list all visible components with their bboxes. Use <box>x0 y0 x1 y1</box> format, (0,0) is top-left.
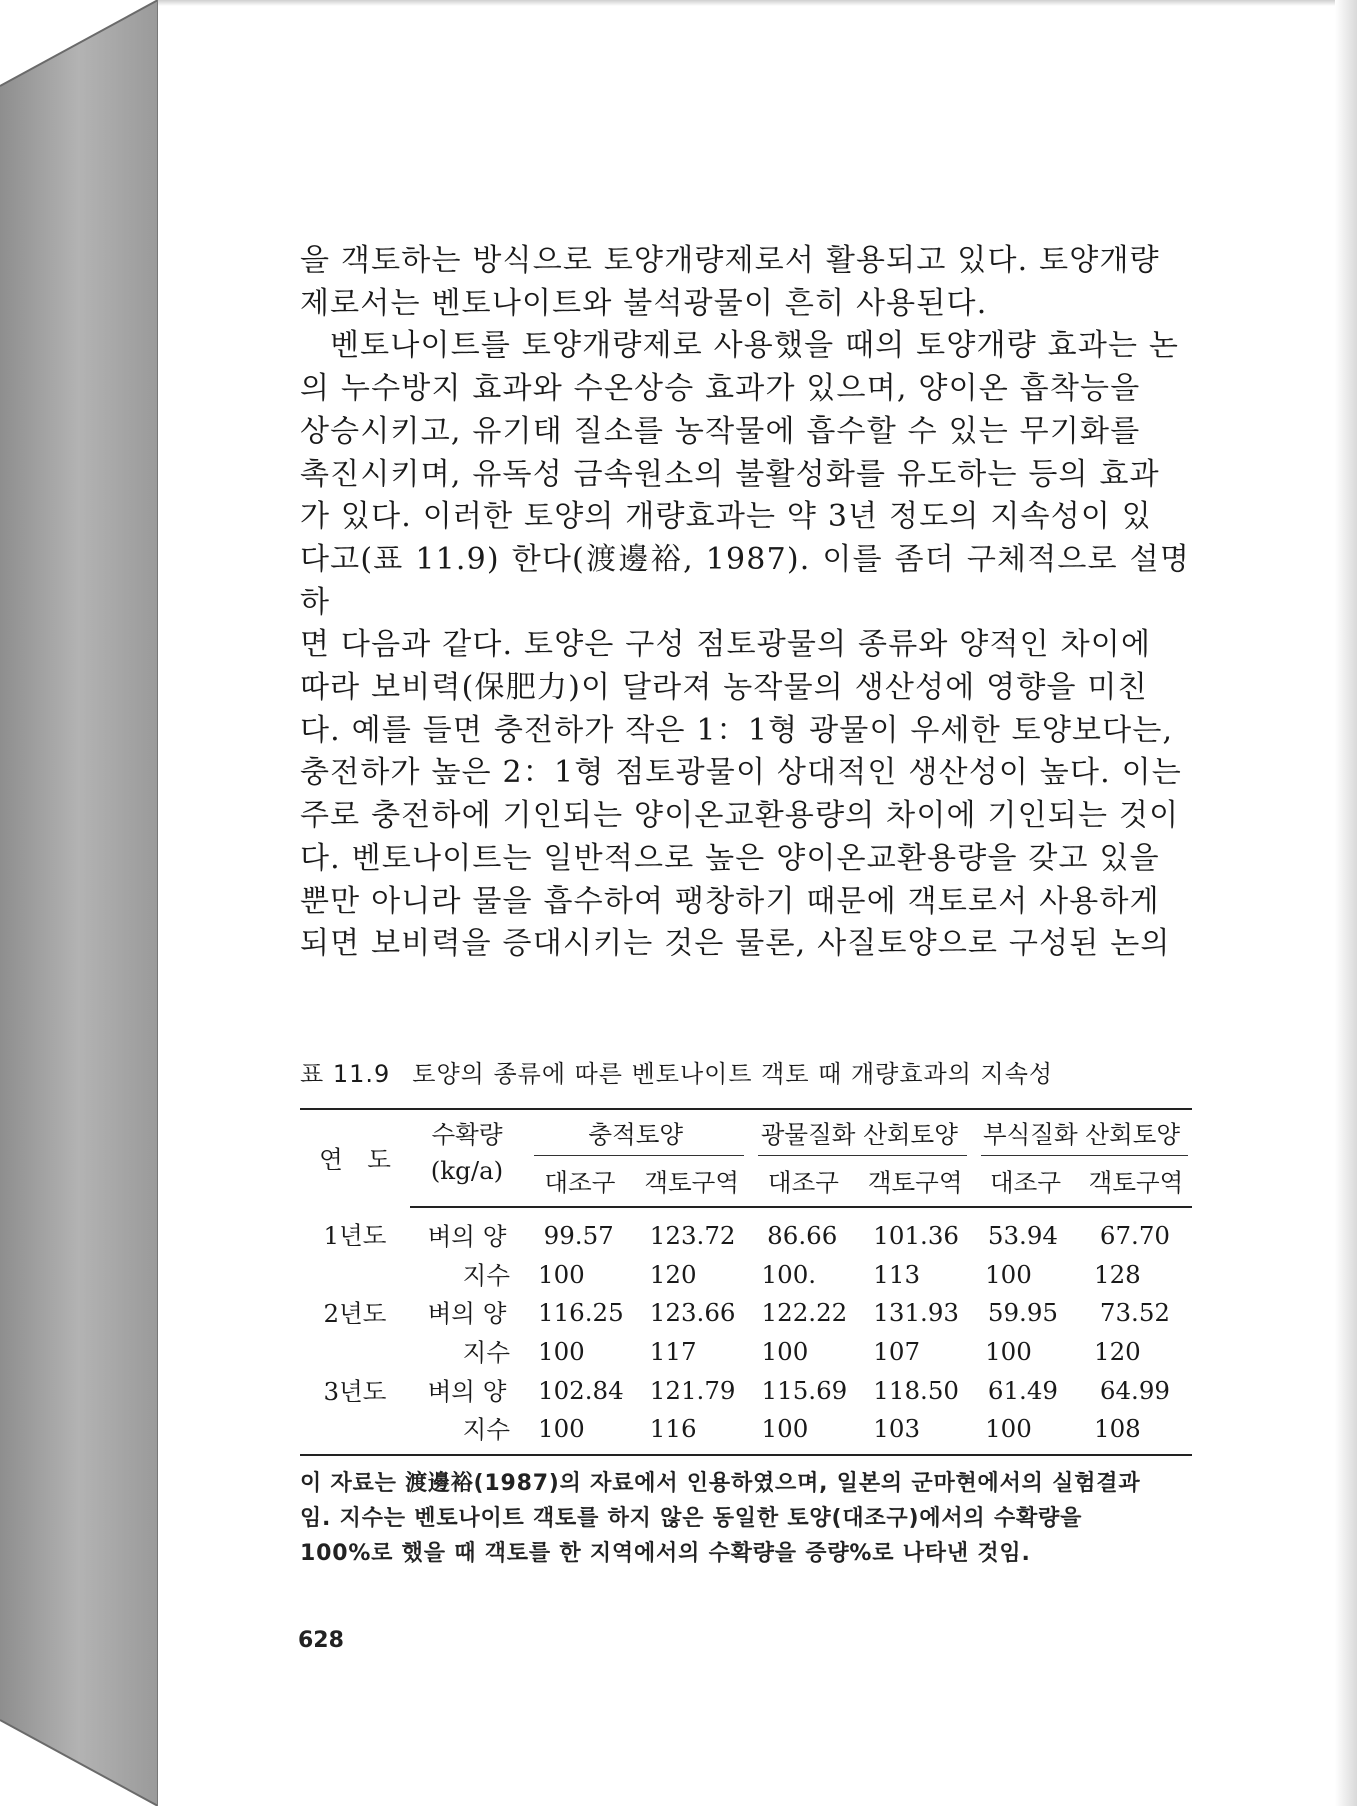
cell: 67.70 <box>1099 1220 1170 1250</box>
header-group-label: 광물질화 산회토양 <box>760 1119 958 1149</box>
header-sub: 대조구 <box>748 1156 860 1207</box>
row-year: 1년도 <box>323 1221 387 1251</box>
row-item: 벼의 양 <box>427 1221 507 1251</box>
row-year <box>300 1255 410 1294</box>
row-year: 3년도 <box>323 1376 387 1406</box>
header-sub: 대조구 <box>971 1156 1080 1207</box>
body-line: 제로서는 벤토나이트와 불석광물이 흔히 사용된다. <box>300 285 988 321</box>
table-row <box>300 1207 1192 1255</box>
row-year <box>300 1332 410 1371</box>
body-line: 촉진시키며, 유독성 금속원소의 불활성화를 유도하는 등의 효과 <box>300 456 1160 492</box>
body-line: 의 누수방지 효과와 수온상승 효과가 있으며, 양이온 흡착능을 <box>300 371 1141 407</box>
footnote-line: 100%로 했을 때 객토를 한 지역에서의 수확량을 증량%로 나타낸 것임. <box>300 1541 1031 1566</box>
row-item: 벼의 양 <box>427 1299 507 1329</box>
table-caption <box>300 1054 1053 1089</box>
cell: 59.95 <box>987 1298 1058 1328</box>
cell: 123.72 <box>649 1220 736 1250</box>
cell: 121.79 <box>649 1375 736 1405</box>
header-group-3 <box>971 1109 1192 1156</box>
cell: 120 <box>1094 1336 1141 1366</box>
body-line: 충전하가 높은 2：1형 점토광물이 상대적인 생산성이 높다. 이는 <box>300 755 1182 791</box>
cell: 100 <box>524 1409 636 1455</box>
header-sub: 객토구역 <box>636 1156 748 1207</box>
cell: 103 <box>859 1409 971 1455</box>
cell: 100 <box>985 1336 1032 1366</box>
cell: 53.94 <box>987 1220 1058 1250</box>
cell: 100 <box>985 1259 1032 1289</box>
table-row <box>300 1409 1192 1455</box>
cell: 122.22 <box>761 1298 848 1328</box>
cell: 118.50 <box>873 1375 960 1405</box>
cell: 108 <box>1080 1409 1192 1455</box>
cell: 123.66 <box>649 1298 736 1328</box>
cell: 100. <box>761 1259 817 1289</box>
body-line: 가 있다. 이러한 토양의 개량효과는 약 3년 정도의 지속성이 있 <box>300 499 1152 535</box>
header-group-label: 충적토양 <box>588 1119 684 1149</box>
cell: 107 <box>873 1336 921 1366</box>
header-unit: (kg/a) <box>410 1156 524 1207</box>
body-line: 을 객토하는 방식으로 토양개량제로서 활용되고 있다. 토양개량 <box>300 243 1160 278</box>
cell: 101.36 <box>873 1220 960 1250</box>
body-line: 다고(표 11.9) 한다(渡邊裕, 1987). 이를 좀더 구체적으로 설명하 <box>300 541 1190 620</box>
header-sub: 객토구역 <box>1080 1156 1192 1207</box>
cell: 131.93 <box>873 1298 960 1328</box>
row-item: 지수 <box>462 1337 510 1367</box>
header-group-2 <box>748 1109 972 1156</box>
cell: 86.66 <box>767 1220 838 1250</box>
cell: 100 <box>538 1336 585 1366</box>
row-year: 2년도 <box>323 1299 387 1329</box>
row-year <box>300 1409 410 1455</box>
page-number: 628 <box>298 1628 344 1653</box>
table-caption-label: 표 11.9 <box>300 1060 391 1088</box>
cell: 100 <box>971 1409 1080 1455</box>
body-line: 다. 예를 들면 충전하가 작은 1：1형 광물이 우세한 토양보다는, <box>300 712 1174 748</box>
body-line: 상승시키고, 유기태 질소를 농작물에 흡수할 수 있는 무기화를 <box>300 413 1141 449</box>
table-caption-text: 토양의 종류에 따른 벤토나이트 객토 때 개량효과의 지속성 <box>412 1060 1054 1088</box>
body-line: 되면 보비력을 증대시키는 것은 물론, 사질토양으로 구성된 논의 <box>300 926 1171 962</box>
cell: 115.69 <box>761 1375 848 1405</box>
table-row <box>300 1371 1192 1410</box>
footnote-line: 이 자료는 渡邊裕(1987)의 자료에서 인용하였으며, 일본의 군마현에서의 실험결과 <box>300 1471 1141 1496</box>
page-edge-right <box>1335 0 1357 1806</box>
body-line: 벤토나이트를 토양개량제로 사용했을 때의 토양개량 효과는 논 <box>330 328 1180 364</box>
table-row <box>300 1293 1192 1332</box>
header-year: 연 도 <box>300 1109 410 1207</box>
cell: 100 <box>538 1259 585 1289</box>
header-group-1 <box>524 1109 748 1156</box>
header-yield: 수확량 <box>410 1109 524 1156</box>
cell: 116 <box>636 1409 748 1455</box>
header-sub: 대조구 <box>524 1156 636 1207</box>
row-item: 지수 <box>462 1260 510 1290</box>
cell: 99.57 <box>543 1220 614 1250</box>
cell: 117 <box>649 1336 697 1366</box>
cell: 73.52 <box>1099 1298 1170 1328</box>
cell: 100 <box>748 1409 860 1455</box>
table-footnote <box>300 1466 1192 1571</box>
body-line: 면 다음과 같다. 토양은 구성 점토광물의 종류와 양적인 차이에 <box>300 627 1152 663</box>
cell: 64.99 <box>1099 1375 1170 1405</box>
row-item: 지수 <box>410 1409 524 1455</box>
cell: 61.49 <box>987 1375 1058 1405</box>
data-table <box>300 1108 1192 1456</box>
footnote-line: 임. 지수는 벤토나이트 객토를 하지 않은 동일한 토양(대조구)에서의 수확량을 <box>300 1506 1083 1531</box>
body-line: 다. 벤토나이트는 일반적으로 높은 양이온교환용량을 갖고 있을 <box>300 840 1160 876</box>
cell: 116.25 <box>538 1298 624 1328</box>
page-edge-top <box>158 0 1357 6</box>
cell: 120 <box>649 1259 697 1289</box>
cell: 102.84 <box>538 1375 624 1405</box>
body-line: 주로 충전하에 기인되는 양이온교환용량의 차이에 기인되는 것이 <box>300 798 1180 834</box>
row-item: 벼의 양 <box>427 1376 507 1406</box>
header-group-label: 부식질화 산회토양 <box>982 1119 1181 1149</box>
header-sub: 객토구역 <box>859 1156 971 1207</box>
cell: 100 <box>761 1336 809 1366</box>
table-row <box>300 1255 1192 1294</box>
body-line: 뿐만 아니라 물을 흡수하여 팽창하기 때문에 객토로서 사용하게 <box>300 883 1160 919</box>
table-row <box>300 1332 1192 1371</box>
body-text <box>300 240 1190 966</box>
cell: 113 <box>873 1259 921 1289</box>
body-line: 따라 보비력(保肥力)이 달라져 농작물의 생산성에 영향을 미친 <box>300 670 1148 706</box>
cell: 128 <box>1094 1259 1141 1289</box>
